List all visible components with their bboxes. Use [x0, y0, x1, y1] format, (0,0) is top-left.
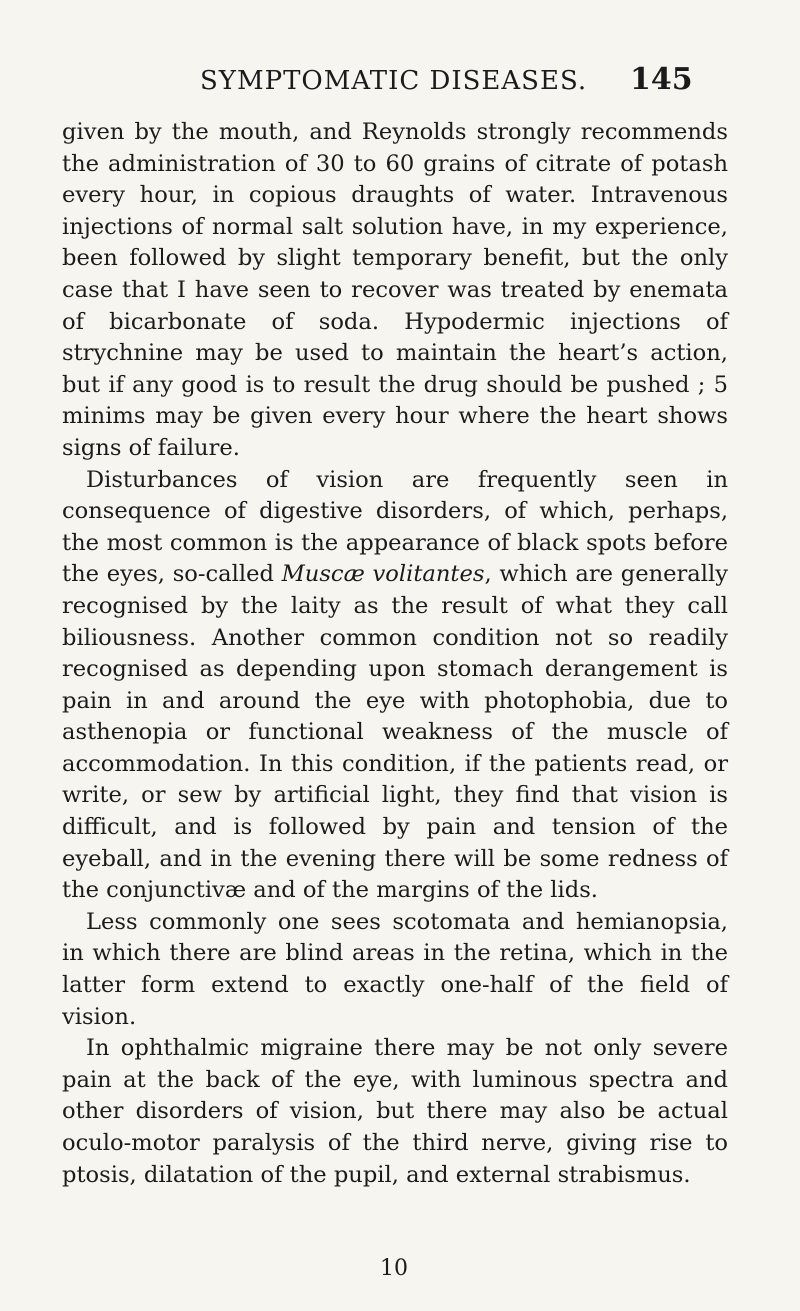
paragraph-4: In ophthalmic migraine there may be not only severe pain at the back of the eye, with luminous spectra and other disorders of vision, but there may also be actual oculo-motor paralysis of the third nerve, giving rise to ptosis, dilatation of the pupil, and external strabismus. — [62, 1035, 728, 1188]
page-number: 145 — [630, 62, 693, 97]
running-head: SYMPTOMATIC DISEASES. — [200, 66, 588, 96]
signature-mark: 10 — [380, 1256, 408, 1281]
page-header — [0, 62, 800, 106]
paragraph-1: given by the mouth, and Reynolds strongly recommends the administration of 30 to 60 grains of citrate of potash every hour, in copious draughts of water. Intravenous injections of normal salt solution have, in my experience, been followed by slight temporary benefit, but the only case that I have seen to recover was treated by enemata of bicarbonate of soda. Hypodermic injections of strychnine may be used to maintain the heart’s action, but if any good is to result the drug should be pushed ; 5 minims may be given every hour where the heart shows signs of failure. — [62, 119, 728, 461]
body-text — [62, 117, 728, 1191]
italic-term: Muscæ volitantes — [281, 561, 485, 588]
paragraph-3: Less commonly one sees scotomata and hemianopsia, in which there are blind areas in the retina, which in the latter form extend to exactly one-half of the field of vision. — [62, 908, 728, 1030]
paragraph-2-part-2: , which are generally recognised by the laity as the result of what they call biliousness. Another common condition not so readily recognised as depending upon stomach derangement is pain in and around the eye with photophobia, due to asthenopia or functional weakness of the muscle of accommodation. In this condition, if the patients read, or write, or sew by artificial light, they find that vision is difficult, and is followed by pain and tension of the eyeball, and in the evening there will be some redness of the conjunctivæ and of the margins of the lids. — [62, 561, 728, 904]
paragraph-2 — [62, 465, 728, 907]
paragraph-2-part-1: Disturbances of vision are frequently seen in consequence of digestive disorders, of which, perhaps, the most common is the appearance of black spots before the eyes, so-called — [62, 466, 728, 588]
